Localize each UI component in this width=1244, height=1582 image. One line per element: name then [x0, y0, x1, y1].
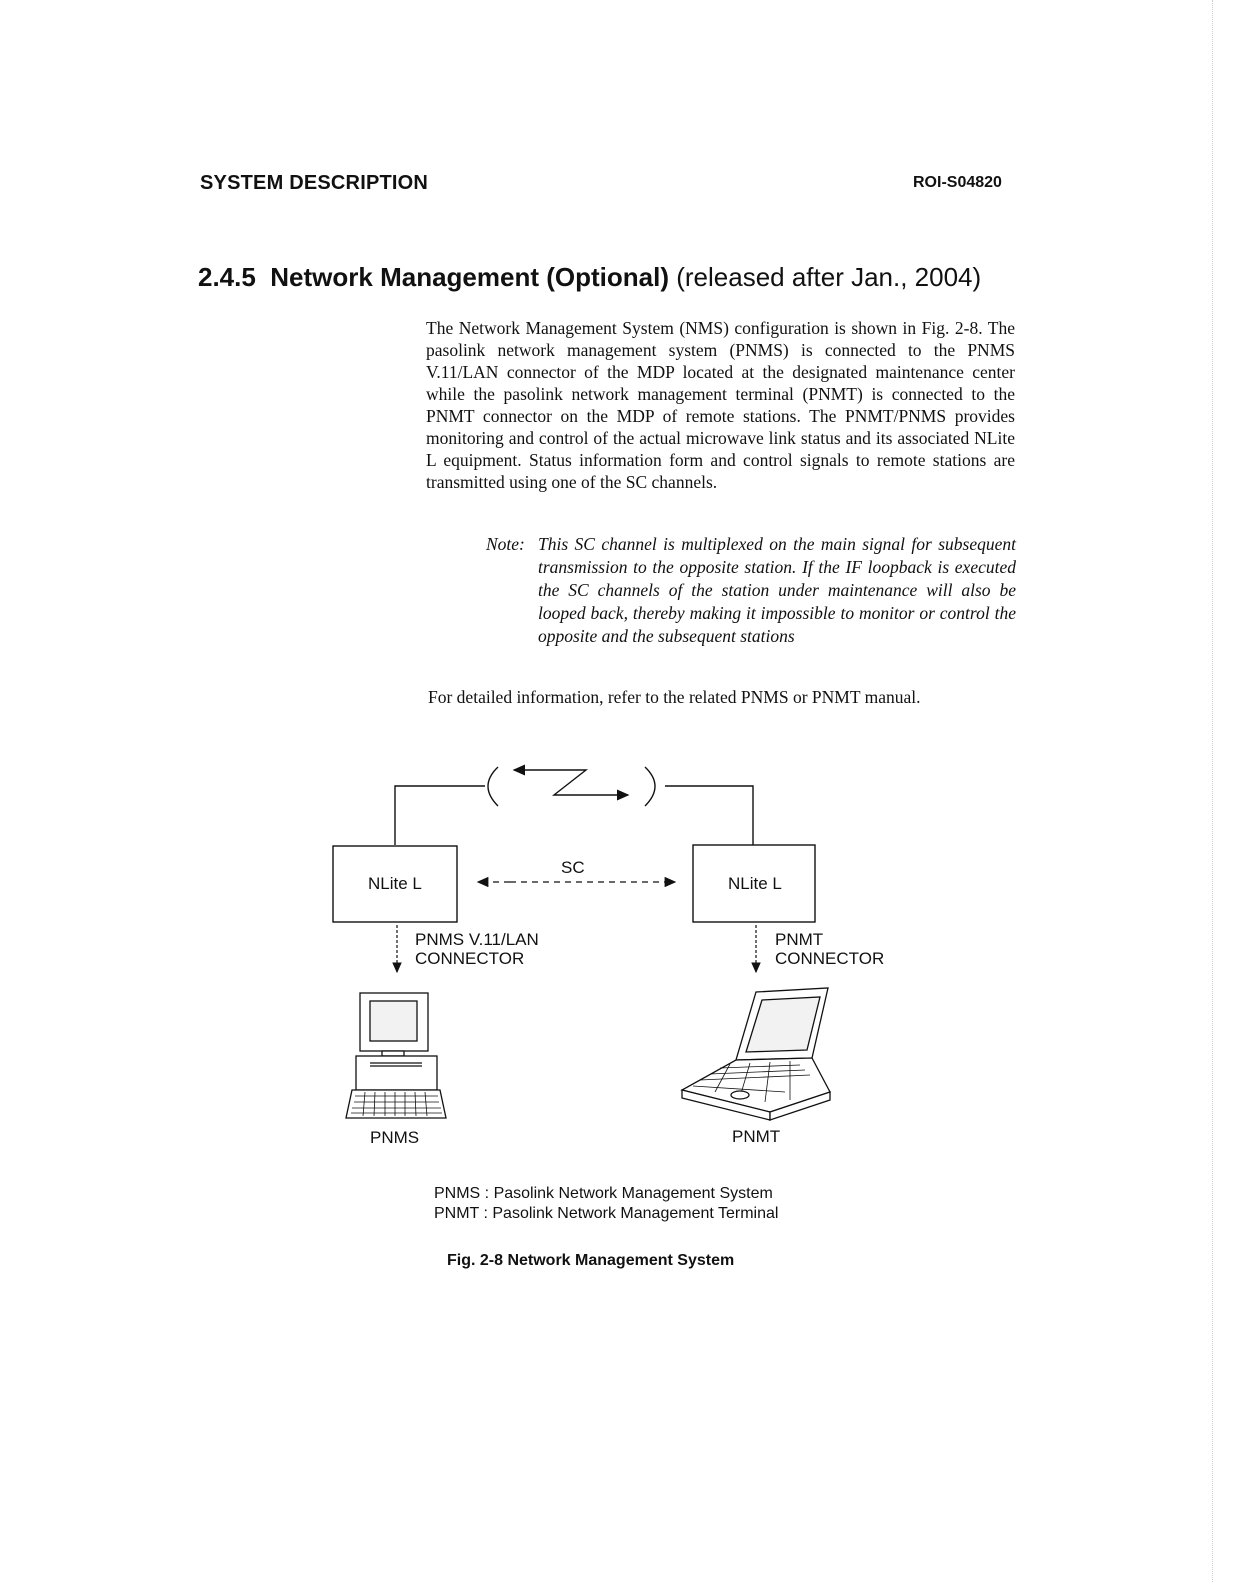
scan-edge-line: [1212, 0, 1213, 1582]
sc-label: SC: [561, 858, 585, 877]
header-title: SYSTEM DESCRIPTION: [200, 172, 429, 194]
network-diagram: [300, 740, 920, 1170]
legend: [434, 1184, 778, 1224]
document-id: ROI-S04820: [913, 174, 1002, 191]
section-title: Network Management (Optional): [270, 262, 669, 292]
right-connector-label-1: PNMT: [775, 930, 824, 949]
section-heading: [198, 262, 981, 293]
right-connector-label-2: CONNECTOR: [775, 949, 885, 968]
note-label: Note:: [486, 534, 525, 554]
legend-pnmt: PNMT : Pasolink Network Management Terminal: [434, 1205, 779, 1222]
figure-caption: Fig. 2-8 Network Management System: [447, 1252, 735, 1269]
left-connector-label-1: PNMS V.11/LAN: [415, 930, 539, 949]
note-text: This SC channel is multiplexed on the main signal for subsequent transmission to the opposite station. If the IF loopback is executed the SC channels of the station under maintenance will also be looped back, thereby making it impossible to monitor or control the opposite and the subsequent stations: [538, 534, 1016, 646]
pnms-label: PNMS: [370, 1128, 420, 1147]
section-number: 2.4.5: [198, 262, 256, 292]
laptop-icon: [682, 988, 830, 1120]
left-connector-label-2: CONNECTOR: [415, 949, 525, 968]
radio-link: [395, 767, 753, 845]
right-station-label: NLite L: [728, 874, 782, 893]
pnmt-label: PNMT: [732, 1127, 781, 1146]
left-station-label: NLite L: [368, 874, 422, 893]
legend-pnms: PNMS : Pasolink Network Management System: [434, 1185, 773, 1202]
body-paragraph: The Network Management System (NMS) configuration is shown in Fig. 2-8. The pasolink network management system (PNMS) is connected to the PNMS V.11/LAN connector of the MDP located at the designated maintenance center while the pasolink network management terminal (PNMT) is connected to the PNMT connector on the MDP of remote stations. The PNMT/PNMS provides monitoring and control of the actual microwave link status and its associated NLite L equipment. Status information form and control signals to remote stations are transmitted using one of the SC channels.: [426, 318, 1015, 492]
reference-line: For detailed information, refer to the related PNMS or PNMT manual.: [428, 687, 921, 707]
note-block: [486, 533, 1016, 648]
release-note: (released after Jan., 2004): [676, 262, 982, 292]
desktop-computer-icon: [346, 993, 446, 1118]
